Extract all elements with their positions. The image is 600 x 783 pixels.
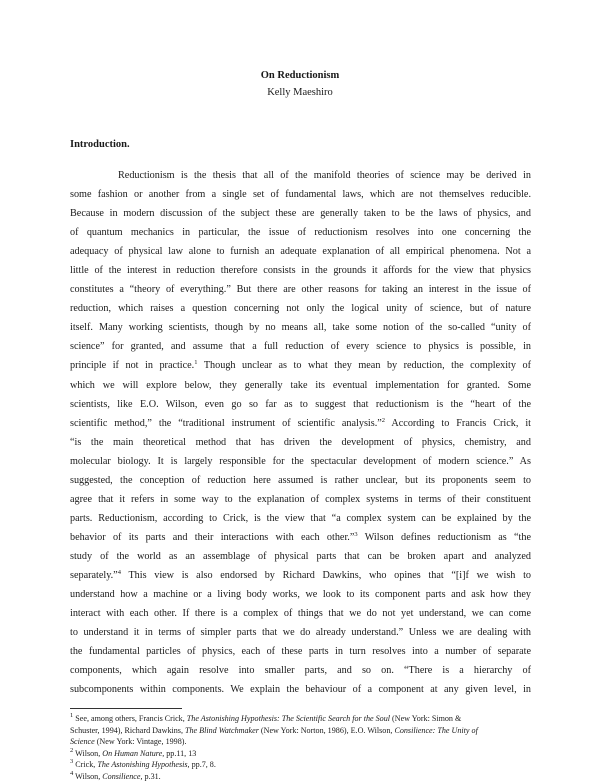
body-line: science” for granted, and assume that a full reduction of every science to physics is possible, in (70, 341, 531, 353)
body-line: some fashion or another from a single set of fundamental laws, which are not themselves reducible. (70, 189, 531, 201)
body-line: molecular biology. It is largely responsible for the spectacular development of modern science.” As (70, 455, 531, 467)
footnote: $^1$ See, among others, Francis Crick, The Astonishing Hypothesis: The Scientific Search for the Soul (New York: Simon & (70, 712, 462, 723)
body-line: which we will explore below, they generally take its eventual implementation for granted. Some (70, 379, 531, 391)
footnote: $^2$ Wilson, On Human Nature, pp.11, 13 (70, 746, 197, 758)
body-line: itself. Many working scientists, though by no means all, take some notion of the so-called “unity of (70, 322, 531, 334)
body-line: understand how a machine or a living body works, we look to its component parts and ask how they (70, 589, 531, 601)
body-line: little of the interest in reduction therefore consists in the grounds it affords for the view that physics (70, 265, 531, 277)
body-line: principle if not in practice.$^1$ Though unclear as to what they mean by reduction, the complexity of (70, 359, 531, 372)
footnote: $^4$ Wilson, Consilience, p.31. (70, 769, 161, 781)
body-line: scientific method,” the “traditional instrument of scientific analysis.”$^2$ According to Francis Crick, it (70, 416, 531, 429)
footnote-continued: Schuster, 1994), Richard Dawkins, The Blind Watchmaker (New York: Norton, 1986), E.O. Wilson, Consilience: The Unity of (70, 725, 478, 735)
footnote-ref: 3 (354, 530, 358, 538)
body-line: suggested, the conception of reduction here assumed is rather unclear, but its proponents seem to (70, 474, 531, 486)
body-text (70, 166, 531, 699)
body-line: constitutes a “theory of everything.” But there are other reasons for taking an interest in the issue of (70, 284, 531, 296)
footnote-ref: 2 (381, 416, 386, 424)
body-line: of quantum mechanics in particular, the issue of reductionism resolves into one concerning the (70, 227, 531, 239)
body-line: parts. Reductionism, according to Crick, is the view that “a complex system can be explained by the (70, 512, 531, 524)
body-line: reduction, which raises a question concerning not only the logical unity of science, but of nature (70, 303, 531, 315)
body-line: adequacy of physical law alone to furnish an adequate explanation of all empirical phenomena. Not a (70, 246, 531, 258)
body-line: behavior of its parts and their interactions with each other.”$^3$ Wilson defines reductionism as “the (70, 530, 531, 543)
paper-author: Kelly Maeshiro (267, 87, 333, 98)
body-line: “is the main theoretical method that has driven the development of physics, chemistry, and (70, 436, 531, 448)
footnotes (70, 713, 531, 783)
body-line: Because in modern discussion of the subject these are generally taken to be the laws of physics, and (70, 208, 531, 220)
footnote: $^3$ Crick, The Astonishing Hypothesis, pp.7, 8. (70, 758, 216, 770)
body-line: Reductionism is the thesis that all of the manifold theories of science may be derived in (118, 170, 531, 181)
footnote-ref: 1 (194, 359, 198, 367)
body-line: study of the world as an assemblage of physical parts that can be broken apart and analyzed (70, 550, 531, 562)
body-line: agree that it refers in some way to the explanation of complex systems in terms of their constituent (70, 493, 531, 505)
footnote-ref: 4 (117, 568, 121, 576)
paper-title: On Reductionism (260, 70, 340, 81)
footnote-continued: Science (New York: Vintage, 1998). (70, 737, 187, 747)
body-line: components, which again resolve into smaller parts, and so on. “There is a hierarchy of (70, 665, 531, 677)
body-line: interact with each other. If there is a complex of things that we do not yet understand, we can come (70, 608, 531, 620)
section-heading: Introduction. (70, 139, 130, 150)
body-line: separately.”$^4$ This view is also endorsed by Richard Dawkins, who opines that “[i]f we wish to (70, 568, 531, 581)
body-line: subcomponents within components. We explain the behaviour of a component at any given level, in (70, 684, 531, 696)
footnote-divider (70, 708, 182, 709)
body-line: to understand it in terms of simpler parts that we do already understand.” Unless we are dealing with (70, 627, 531, 639)
body-line: scientists, like E.O. Wilson, even go so far as to suggest that reductionism is the “heart of the (70, 398, 531, 410)
body-line: the fundamental particles of physics, each of these parts in turn resolves into a number of separate (70, 646, 531, 658)
